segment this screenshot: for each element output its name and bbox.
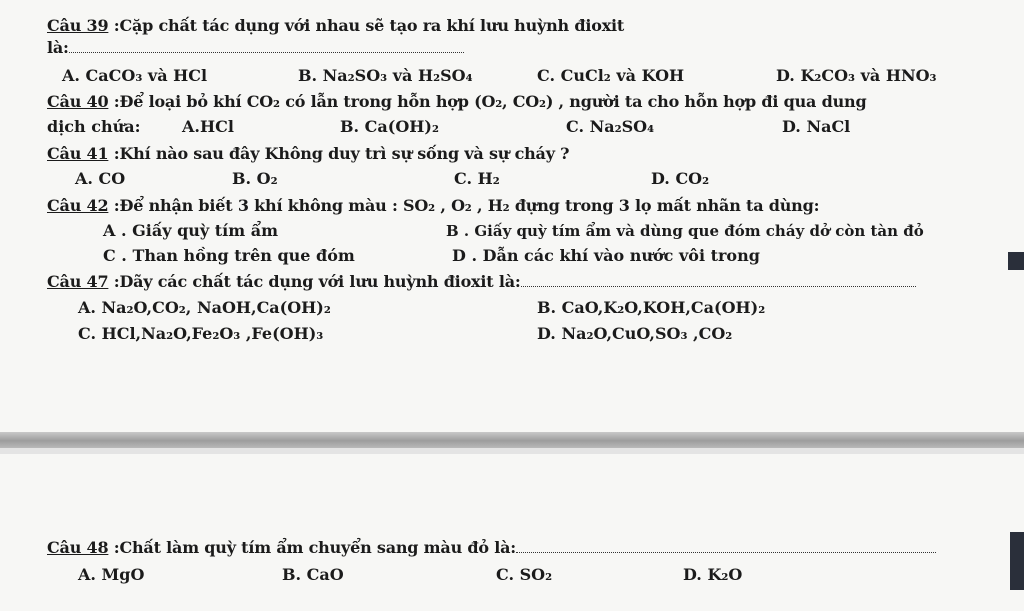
question-number: Câu 47 [47,272,109,291]
question-number: Câu 42 [47,196,109,215]
q48-option-a: A. MgO [78,565,145,584]
question-41 [47,144,569,164]
q39-option-c: C. CuCl₂ và KOH [537,66,685,85]
q41-option-b: B. O₂ [232,169,278,188]
q42-option-d: D . Dẫn các khí vào nước vôi trong [452,246,760,265]
q41-option-a: A. CO [75,169,126,188]
question-48 [47,538,936,558]
question-47 [47,272,916,292]
answer-blank [516,538,936,553]
question-number: Câu 48 [47,538,109,557]
q41-option-d: D. CO₂ [651,169,710,188]
question-40-continuation: dịch chứa: [47,117,141,136]
q39-option-d: D. K₂CO₃ và HNO₃ [776,66,937,85]
edge-mark [1008,252,1024,270]
answer-blank [69,38,464,53]
q39-option-a: A. CaCO₃ và HCl [62,66,208,85]
q39-option-b: B. Na₂SO₃ và H₂SO₄ [298,66,473,85]
question-text: :Cặp chất tác dụng với nhau sẽ tạo ra khí lưu huỳnh đioxit [108,16,625,35]
question-text: :Để loại bỏ khí CO₂ có lẫn trong hỗn hợp (O₂, CO₂) , người ta cho hỗn hợp đi qua dung [108,92,867,111]
q42-option-a: A . Giấy quỳ tím ẩm [103,221,279,240]
q40-option-d: D. NaCl [782,117,851,136]
question-number: Câu 39 [47,16,109,35]
question-39 [47,16,624,36]
question-number: Câu 41 [47,144,109,163]
q47-option-a: A. Na₂O,CO₂, NaOH,Ca(OH)₂ [78,298,331,317]
q42-option-b: B . Giấy quỳ tím ẩm và dùng que đóm cháy dở còn tàn đỏ [446,222,924,240]
question-text-continued: là: [47,38,69,57]
answer-blank [521,272,916,287]
question-text: :Để nhận biết 3 khí không màu : SO₂ , O₂ , H₂ đựng trong 3 lọ mất nhãn ta dùng: [108,196,820,215]
q48-option-b: B. CaO [282,565,344,584]
q41-option-c: C. H₂ [454,169,500,188]
q40-option-b: B. Ca(OH)₂ [340,117,439,136]
q48-option-d: D. K₂O [683,565,743,584]
page-break-shadow [0,448,1024,454]
question-40 [47,92,866,112]
q47-option-d: D. Na₂O,CuO,SO₃ ,CO₂ [537,324,733,343]
q48-option-c: C. SO₂ [496,565,553,584]
q47-option-c: C. HCl,Na₂O,Fe₂O₃ ,Fe(OH)₃ [78,324,324,343]
page-break-band [0,432,1024,448]
question-text: :Chất làm quỳ tím ẩm chuyển sang màu đỏ là: [108,538,516,557]
edge-mark [1010,532,1024,590]
question-text: :Khí nào sau đây Không duy trì sự sống và sự cháy ? [108,144,570,163]
q40-option-c: C. Na₂SO₄ [566,117,655,136]
q42-option-c: C . Than hồng trên que đóm [103,246,355,265]
q47-option-b: B. CaO,K₂O,KOH,Ca(OH)₂ [537,298,766,317]
question-42 [47,196,819,216]
question-number: Câu 40 [47,92,109,111]
question-text: :Dãy các chất tác dụng với lưu huỳnh đioxit là: [108,272,521,291]
question-39-continuation [47,38,464,58]
q40-option-a: A.HCl [182,117,234,136]
